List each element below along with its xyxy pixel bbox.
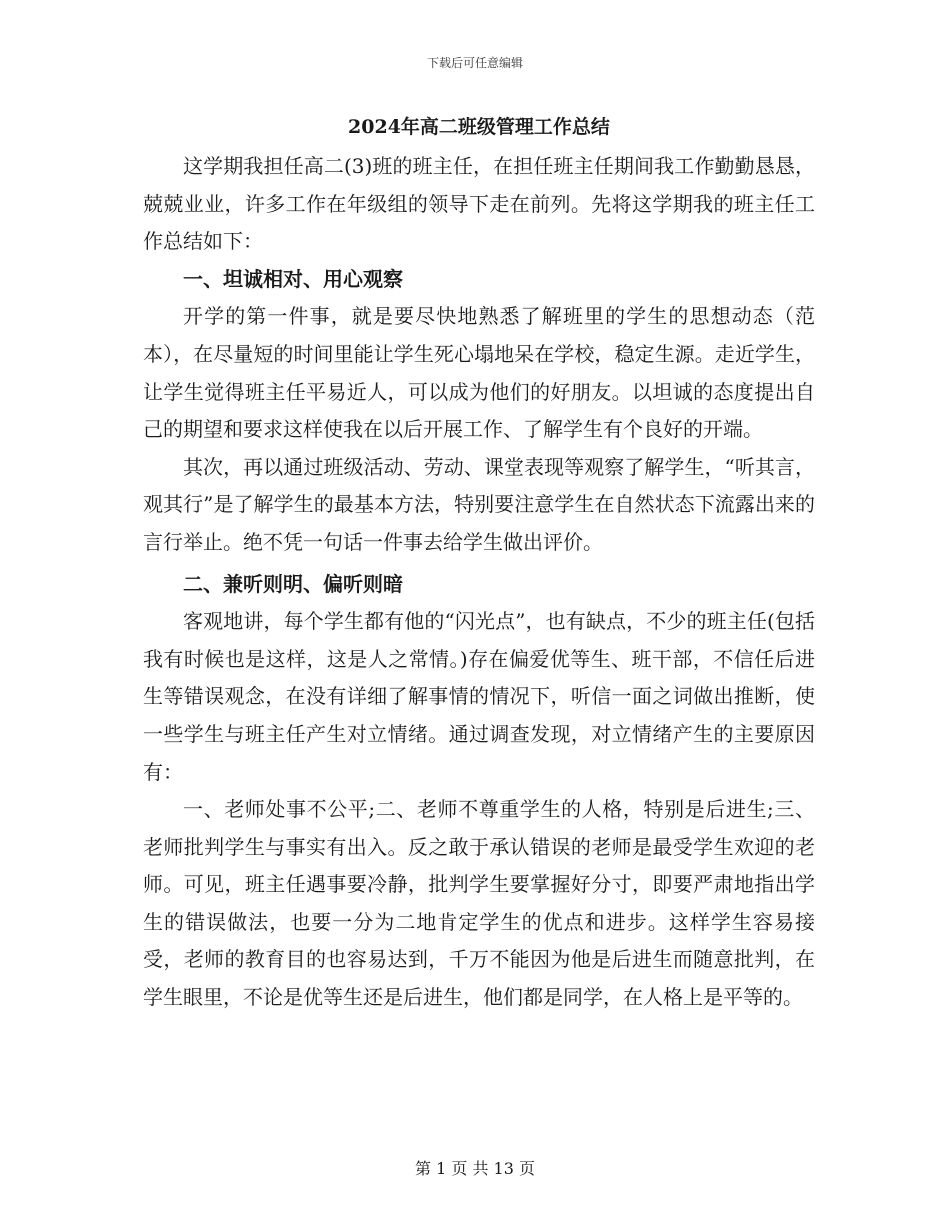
document-title: 2024年高二班级管理工作总结	[348, 116, 610, 138]
page-number-footer: 第 1 页 共 13 页	[415, 1159, 535, 1178]
section-1-paragraph-2: 其次，再以通过班级活动、劳动、课堂表现等观察了解学生，“听其言，观其行”是了解学生的最基本方法，特别要注意学生在自然状态下流露出来的言行举止。绝不凭一句话一件事去给学生做出评价。	[143, 454, 815, 554]
document-body	[143, 112, 815, 1017]
page-header-note: 下载后可任意编辑	[426, 56, 523, 70]
section-1-heading: 一、坦诚相对、用心观察	[183, 266, 403, 291]
section-2-paragraph-1: 客观地讲，每个学生都有他的“闪光点”，也有缺点，不少的班主任(包括我有时候也是这样，这是人之常情。)存在偏爱优等生、班干部，不信任后进生等错误观念，在没有详细了解事情的情况下，听信一面之词做出推断，使一些学生与班主任产生对立情绪。通过调查发现，对立情绪产生的主要原因有：	[143, 609, 815, 784]
section-2-paragraph-2: 一、老师处事不公平;二、老师不尊重学生的人格，特别是后进生;三、老师批判学生与事实有出入。反之敢于承认错误的老师是最受学生欢迎的老师。可见，班主任遇事要冷静，批判学生要掌握好分寸，即要严肃地指出学生的错误做法，也要一分为二地肯定学生的优点和进步。这样学生容易接受，老师的教育目的也容易达到，千万不能因为他是后进生而随意批判，在学生眼里，不论是优等生还是后进生，他们都是同学，在人格上是平等的。	[143, 797, 815, 1010]
intro-paragraph: 这学期我担任高二(3)班的班主任，在担任班主任期间我工作勤勤恳恳，兢兢业业，许多工作在年级组的领导下走在前列。先将这学期我的班主任工作总结如下：	[143, 154, 815, 254]
section-2-heading: 二、兼听则明、偏听则暗	[183, 571, 403, 596]
section-1-paragraph-1: 开学的第一件事，就是要尽快地熟悉了解班里的学生的思想动态（范本），在尽量短的时间里能让学生死心塌地呆在学校，稳定生源。走近学生，让学生觉得班主任平易近人，可以成为他们的好朋友。以坦诚的态度提出自己的期望和要求这样使我在以后开展工作、了解学生有个良好的开端。	[143, 304, 815, 442]
